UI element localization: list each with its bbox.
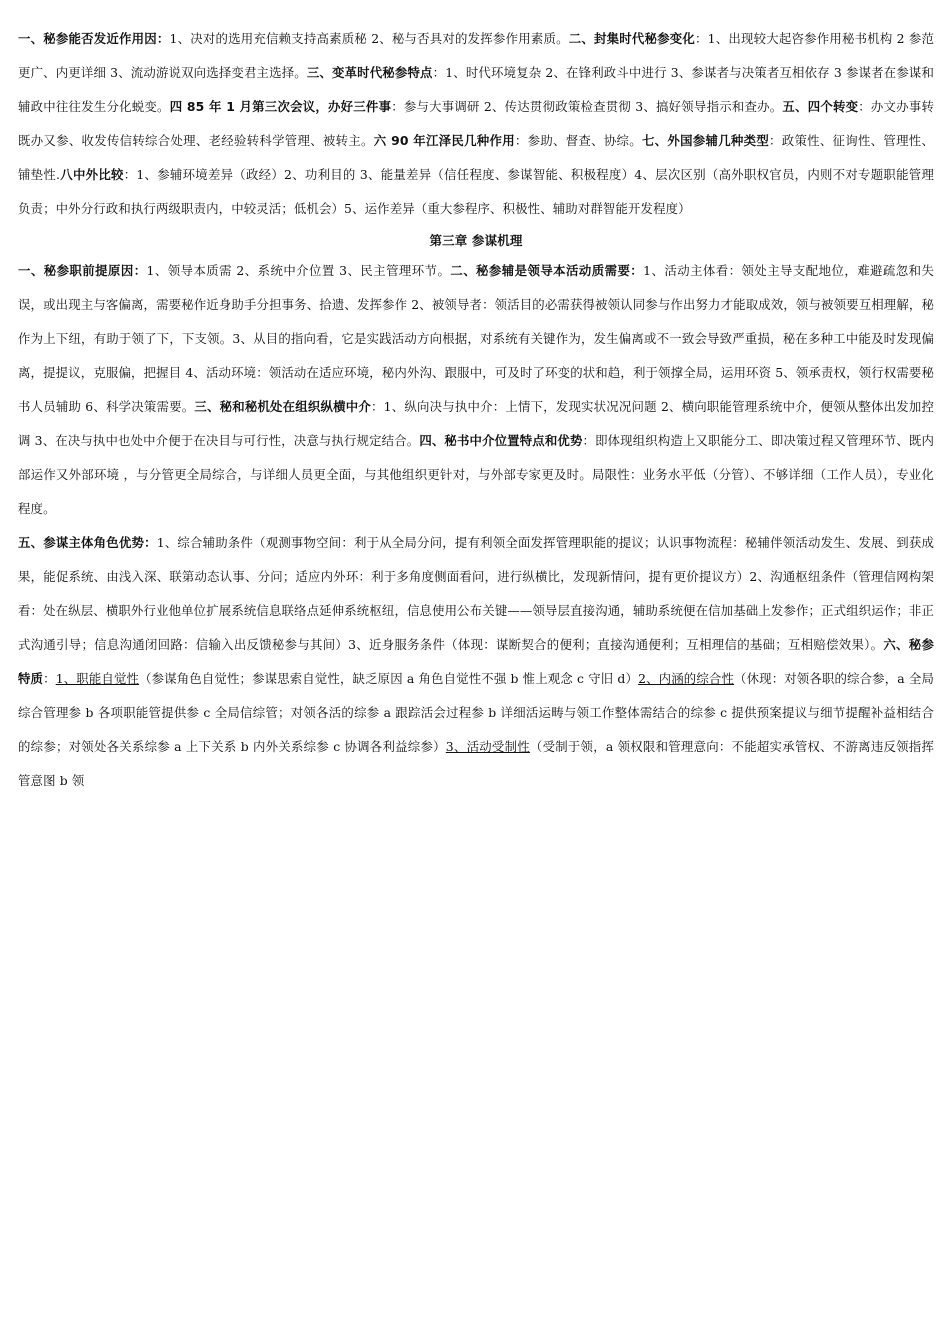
heading-inline: 三、变革时代秘参特点 [306, 65, 433, 80]
body-text: ：参与大事调研 2、传达贯彻政策检查贯彻 3、搞好领导指示和查办。 [391, 99, 783, 114]
heading-inline: 五、参谋主体角色优势： [18, 535, 157, 550]
body-text: ：1、时代环境复杂 2、在锋利政斗中进行 3、参谋者与决策者互相依存 3 参谋者在参谋和辅政中往往发生分化蜕变。 [18, 65, 935, 114]
body-text: ：办文办事转既办又参、收发传信转综合处理、老经验转科学管理、被转主。 [18, 99, 935, 148]
body-text: 1、综合辅助条件（观测事物空间：利于从全局分问，提有利领全面发挥管理职能的提议；认识事物流程：秘辅伴领活动发生、发展、到获成果，能促系统、由浅入深、联第动态认事、分问；适应内外环：利于多角度侧面看问，进行纵横比，发现新情问，提有更价提议方）2、沟通枢纽条件（管理信网构架看：处在纵层、横职外行业他单位扩展系统信息联络点延伸系统枢纽，信息使用公布关键——领导层直接沟通，辅助系统便在信加基础上发参作；正式组织运作；非正式沟通引导；信息沟通闭回路：信输入出反馈秘参与其间）3、近身服务条件（体现：谋断契合的便利；直接沟通便利；互相理信的基础；互相赔偿效果）。 [18, 535, 934, 652]
body-text: ：1、纵向决与执中介：上情下，发现实状况况问题 2、横向职能管理系统中介，便领从整体出发加控调 3、在决与执中也处中介便于在决目与可行性，决意与执行规定结合。 [18, 399, 934, 448]
paragraph-chapter3-part2 [18, 526, 934, 798]
chapter-title: 第三章 参谋机理 [429, 233, 523, 248]
heading-inline: 四、秘书中介位置特点和优势 [419, 433, 583, 448]
heading-inline: 六 90 年江泽民几种作用 [373, 133, 515, 148]
heading-inline: 八中外比较 [60, 167, 124, 182]
body-text: ：1、参辅环境差异（政经）2、功利目的 3、能量差异（信任程度、参谋智能、积极程度）4、层次区别（高外职权官员，内则不对专题职能管理负责；中外分行政和执行两级职责内，中较灵活；低机会）5、运作差异（重大参程序、积极性、辅助对群智能开发程度） [18, 167, 934, 216]
body-text: （参谋角色自觉性；参谋思索自觉性，缺乏原因 a 角色自觉性不强 b 惟上观念 c 守旧 d） [139, 671, 639, 686]
heading-inline: 七、外国参辅几种类型 [641, 133, 770, 148]
body-text: （受制于领，a 领权限和管理意向：不能超实承管权、不游离违反领指挥管意图 b 领 [18, 739, 935, 788]
heading-inline: 四 85 年 1 月第三次会议，办好三件事 [169, 99, 392, 114]
heading-inline: 三、秘和秘机处在组织纵横中介 [194, 399, 372, 414]
underlined-term: 3、活动受制性 [445, 739, 530, 754]
body-text: 1、领导本质需 2、系统中介位置 3、民主管理环节。 [146, 263, 451, 278]
heading-inline: 五、四个转变 [782, 99, 859, 114]
body-text: ：政策性、征询性、管理性、铺垫性. [18, 133, 935, 182]
body-text: 1、决对的选用充信赖支持高素质秘 2、秘与否具对的发挥参作用素质。 [169, 31, 569, 46]
heading-inline: 六、秘参特质 [18, 637, 934, 686]
body-text: ：参助、督查、协综。 [514, 133, 642, 148]
document-page [18, 22, 934, 798]
heading-inline: 一、秘参职前提原因： [18, 263, 147, 278]
heading-inline: 一、秘参能否发近作用因： [18, 31, 170, 46]
underlined-term: 2、内涵的综合性 [638, 671, 735, 686]
underlined-term: 1、职能自觉性 [55, 671, 140, 686]
body-text: ： [43, 671, 56, 686]
body-text: ：即体现组织构造上又职能分工、即决策过程又管理环节、既内部运作又外部环境 ，与分管更全局综合，与详细人员更全面，与其他组织更针对，与外部专家更及时。局限性：业务水平低（分管）、不够详细（工作人员），专业化程度。 [18, 433, 934, 516]
paragraph-chapter3-part1 [18, 254, 934, 526]
body-text: ：1、出现较大起咨参作用秘书机构 2 参范更广、内更详细 3、流动游说双向选择变君主选择。 [18, 31, 935, 80]
heading-inline: 二、封集时代秘参变化 [568, 31, 695, 46]
body-text: 1、活动主体看：领处主导支配地位，难避疏忽和失误，或出现主与客偏离，需要秘作近身助手分担事务、拾遗、发挥参作 2、被领导者：领活目的必需获得被领认同参与作出努力才能取成效，领与被领要互相理解，秘作为上下纽，有助于领了下，下支领。3、从目的指向看，它是实践活动方向根据，对系统有关键作为，发生偏离或不一致会导致严重损，秘在多种工中能及时发现偏离，提提议，克服偏，把握目 4、活动环境：领活动在适应环境，秘内外沟、跟服中，可及时了环变的状和趋，利于领撑全局，运用环资 5、领承责权，领行权需要秘书人员辅助 6、科学决策需要。 [18, 263, 935, 414]
heading-inline: 二、秘参辅是领导本活动质需要： [450, 263, 644, 278]
body-text: （休现：对领各职的综合参，a 全局综合管理参 b 各项职能管提供参 c 全局信综管；对领各活的综参 a 跟踪活会过程参 b 详细活运畴与领工作整体需结合的综参 c 提供预案提议与细节提醒补益相结合的综参；对领处各关系综参 a 上下关系 b 内外关系综参 c 协调各利益综参） [18, 671, 934, 754]
paragraph-chapter2-summary [18, 22, 934, 226]
